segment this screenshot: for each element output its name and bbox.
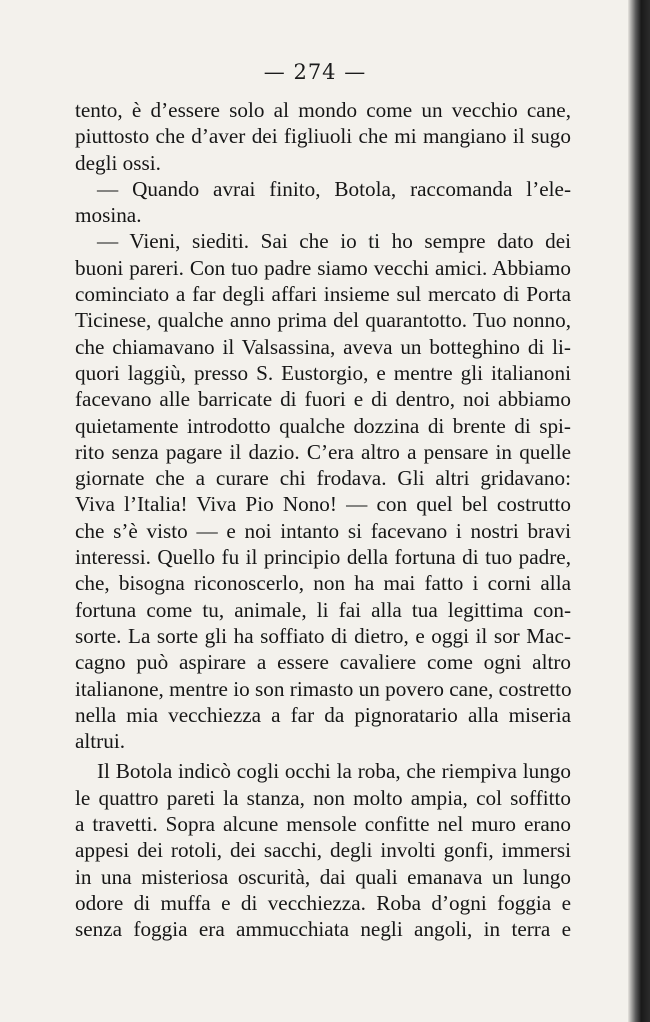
text-line: interessi. Quello fu il principio della fortuna di tuo padre, xyxy=(75,545,571,570)
text-line: mosina. xyxy=(75,203,142,228)
page-number: — 274 — xyxy=(263,60,367,84)
text-line: quietamente introdotto qualche dozzina di brente di spi- xyxy=(75,413,571,438)
text-line: Viva l’Italia! Viva Pio Nono! — con quel bel costrutto xyxy=(75,492,571,517)
text-line: cagno può aspirare a essere cavaliere come ogni altro xyxy=(75,650,571,675)
text-line: che, bisogna riconoscerlo, non ha mai fatto i corni alla xyxy=(75,571,571,596)
body-text xyxy=(75,97,571,943)
text-line: fortuna come tu, animale, li fai alla tua legittima con- xyxy=(75,597,571,622)
text-line: nella mia vecchiezza a far da pignoratario alla miseria xyxy=(75,702,571,727)
text-line: tento, è d’essere solo al mondo come un vecchio cane, xyxy=(75,98,571,122)
text-line: cominciato a far degli affari insieme sul mercato di Porta xyxy=(75,282,571,307)
text-line: che chiamavano il Valsassina, aveva un botteghino di li- xyxy=(75,334,571,359)
text-line: a travetti. Sopra alcune mensole confitte nel muro erano xyxy=(75,812,571,837)
text-line: odore di muffa e di vecchiezza. Roba d’ogni foggia e xyxy=(75,890,571,915)
text-line: che s’è visto — e noi intanto si facevano i nostri bravi xyxy=(75,518,571,543)
text-line: — Vieni, siediti. Sai che io ti ho sempre dato dei xyxy=(97,229,571,254)
text-line: piuttosto che d’aver dei figliuoli che mi mangiano il sugo xyxy=(75,124,571,149)
text-line: degli ossi. xyxy=(75,150,161,175)
text-line: le quattro pareti la stanza, non molto ampia, col soffitto xyxy=(75,785,571,810)
text-line: Ticinese, qualche anno prima del quarantotto. Tuo nonno, xyxy=(75,308,571,333)
text-line: giornate che a curare chi frodava. Gli altri gridavano: xyxy=(75,466,571,491)
paragraph xyxy=(75,176,571,229)
text-line: buoni pareri. Con tuo padre siamo vecchi amici. Abbiamo xyxy=(75,255,571,280)
text-line: senza foggia era ammucchiata negli angoli, in terra e xyxy=(75,917,571,942)
text-line: sorte. La sorte gli ha soffiato di dietro, e oggi il sor Mac- xyxy=(75,623,571,648)
text-line: quori laggiù, presso S. Eustorgio, e mentre gli italianoni xyxy=(75,360,571,385)
page-binding-edge xyxy=(628,0,650,1022)
paragraph xyxy=(75,97,571,176)
text-line: altrui. xyxy=(75,729,126,754)
text-line: italianone, mentre io son rimasto un povero cane, costretto xyxy=(75,676,572,701)
text-line: — Quando avrai finito, Botola, raccomanda l’ele- xyxy=(97,176,571,201)
text-line: Il Botola indicò cogli occhi la roba, che riempiva lungo xyxy=(97,759,571,784)
paragraph xyxy=(75,228,571,754)
text-line: appesi dei rotoli, dei sacchi, degli involti gonfi, immersi xyxy=(75,838,571,863)
text-line: in una misteriosa oscurità, dai quali emanava un lungo xyxy=(75,864,571,889)
paragraph xyxy=(75,758,571,942)
text-line: rito senza pagare il dazio. C’era altro a pensare in quelle xyxy=(75,439,571,464)
text-line: facevano alle barricate di fuori e di dentro, noi abbiamo xyxy=(75,387,571,412)
